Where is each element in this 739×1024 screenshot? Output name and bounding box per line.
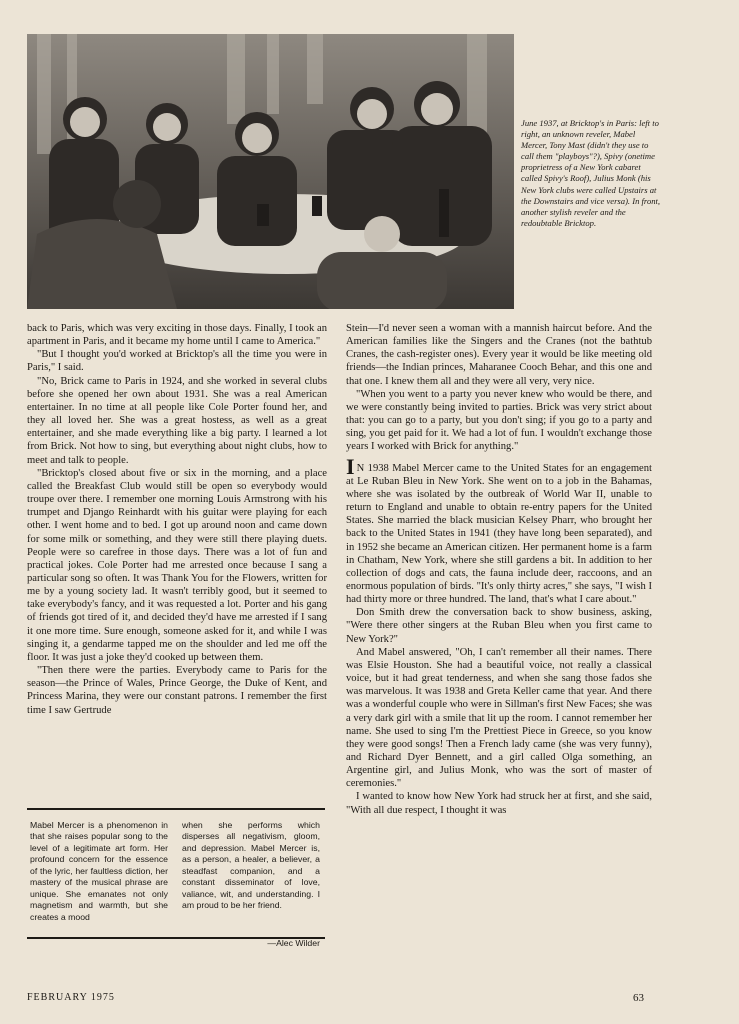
left-column [27,322,327,717]
paragraph: "But I thought you'd worked at Bricktop's all the time you were in Paris," I said. [27,349,327,374]
section-opening-text: N 1938 Mabel Mercer came to the United States for an engagement at Le Ruban Bleu in New York. She went on to a job in the Bahamas, where she was isolated by the outbreak of World War II, unable to return to England and unable to obtain re-entry papers for the United States. She married the black musician Kelsey Pharr, who brought her back to the United States in 1941 (they have long been separated), and in 1952 she became an American citizen. Her permanent home is a farm in Chatham, New York, where she still gardens a bit. In addition to her collection of dogs and cats, the fauna include deer, raccoons, and an enormous population of birds. "It's only thirty acres," she says, "I wish I had thirty more or three hundred. The land, that's what I care about." [346,462,652,606]
drop-cap: I [346,453,355,479]
page-number: 63 [633,992,644,1004]
paragraph: back to Paris, which was very exciting in those days. Finally, I took an apartment in Paris, and it became my home until I came to America." [27,323,327,348]
photo-illustration [27,34,514,309]
paragraph: And Mabel answered, "Oh, I can't remember all their names. There was Elsie Houston. She had a beautiful voice, not really a classical voice, but it had great tenderness, and when she sang those fados she was marvelous. It was 1938 and Greta Keller came that year. And there was a wonderful couple who were in Sillman's first New Faces; she was a very dark girl with a smile that lit up the room. I cannot remember her name. She used to sing I'm the Prettiest Piece in Greece, so you know they were good songs! Then a French lady came (she was very funny), and Richard Dyer Bennett, and a girl called Olga something, an Argentine girl, and Julius Monk, who was the sort of master of ceremonies." [346,646,652,790]
paragraph: "When you went to a party you never knew who would be there, and we were constantly being invited to parties. Brick was very strict about that: you can go to a party, but you don't sing; if you go to a party and sing, you get paid for it. We had a lot of fun. I wouldn't exchange those years I worked with Brick for anything." [346,388,652,453]
group-photograph [27,34,514,309]
sidebar-right-text: when she performs which disperses all negativism, gloom, and depression. Mabel Mercer is, as a person, a healer, a believer, a steadfast companion, and a constant disseminator of love, valiance, wit, and understanding. I am proud to be her friend. [182,820,320,911]
sidebar-top-rule [27,808,325,810]
paragraph: Stein—I'd never seen a woman with a mannish haircut before. And the American families like the Singers and the Cranes (not the bathtub Cranes, the cash-register ones). Every year it would be like meeting old friends—the Indian princes, Maharanee Cooch Behar, and this one and that one. I knew them all and they were all very, very nice. [346,323,652,387]
section-opening-paragraph [346,453,652,607]
paragraph: Don Smith drew the conversation back to show business, asking, "Were there other singers at the Ruban Bleu when you first came to New York?" [346,607,652,645]
right-column [346,322,652,817]
sidebar-left-text: Mabel Mercer is a phenomenon in that she raises popular song to the level of a legitimate art form. Her profound concern for the essence of the lyric, her faultless diction, her mastery of the musical phrase are unique. She emanates not only magnetism and warmth, but she creates a mood [30,820,168,922]
sidebar-bottom-rule [27,937,325,939]
sidebar-signature: —Alec Wilder [267,938,320,948]
paragraph: I wanted to know how New York had struck her at first, and she said, "With all due respect, I thought it was [346,791,652,816]
paragraph: "Bricktop's closed about five or six in the morning, and a place called the Breakfast Club would still be open so everybody would troupe over there. I remember one morning Louis Armstrong with his trumpet and Django Reinhardt with his guitar were playing for each other. I went home and to bed. I got up around noon and came down for some milk or something, and they were still there playing duets. People were so carefree in those days. There was a lot of fun and practical jokes. Cole Porter had me arrested once because I sang a particular song so often. It was Thank You for the Flowers, written for me by a young society lad. It wasn't terribly good, but it seemed to take everybody's fancy, and it was requested a lot. Porter and his gang of friends got tired of it, and decided they'd have me arrested if I sang it one more time. Sure enough, someone asked for it, and while I was singing it, a gendarme tapped me on the shoulder and led me off the floor. It was just a joke they'd cooked up between them. [27,467,327,663]
paragraph: "Then there were the parties. Everybody came to Paris for the season—the Prince of Wales, Prince George, the Duke of Kent, and Princess Marina, they were our constant patrons. I remember the first time I saw Gertrude [27,665,327,716]
photo-caption: June 1937, at Bricktop's in Paris: left to right, an unknown reveler, Mabel Mercer, Tony Mast (didn't they use to call them "playboys"?), Spivy (onetime proprietress of a New York cabaret called Spivy's Roof), Julius Monk (his New York clubs were called Upstairs at the Downstairs and vice versa). In front, another stylish reveler and the redoubtable Bricktop. [521,118,661,228]
paragraph: "No, Brick came to Paris in 1924, and she worked in several clubs before she opened her own about 1931. She was a real American entertainer. In no time at all people like Cole Porter found her, and they all loved her. She was a great hostess, as well as a great entertainer, and she made everything like a big party. I learned a lot from Brick. Not how to sing, but everything about night clubs, how to meet and talk to people. [27,375,327,466]
issue-date: FEBRUARY 1975 [27,992,115,1003]
